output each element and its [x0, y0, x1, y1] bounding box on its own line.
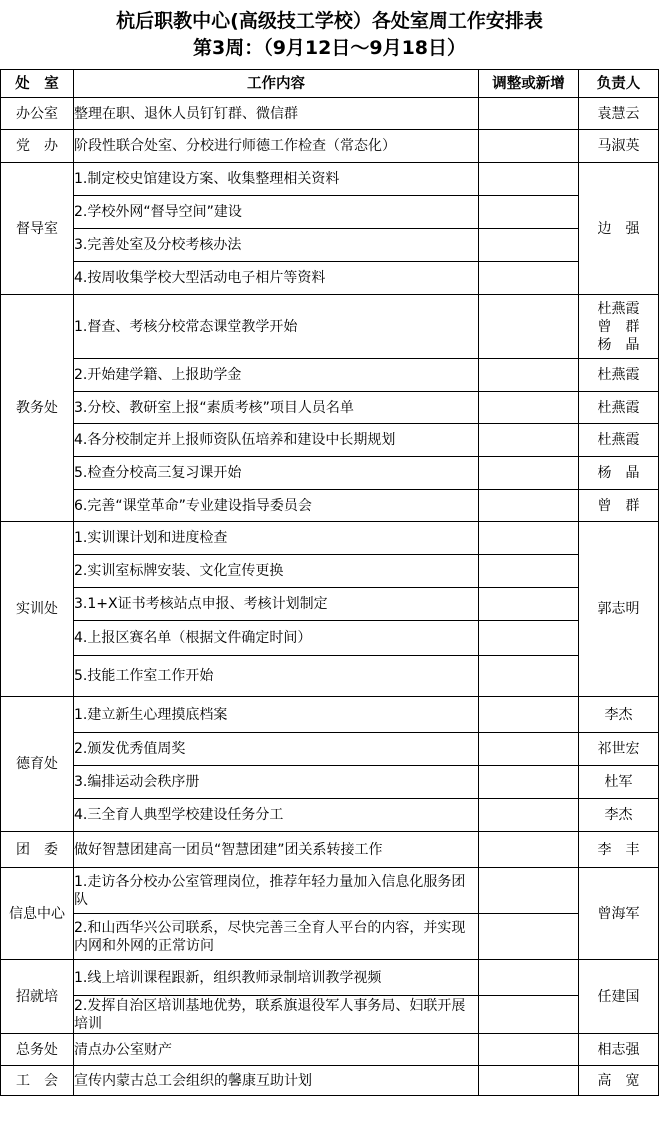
task-content: 整理在职、退休人员钉钉群、微信群 [74, 98, 479, 130]
owner-name: 边 强 [579, 163, 659, 295]
page-subtitle: 第3周：（9月12日～9月18日） [192, 37, 467, 59]
table-row [1, 868, 659, 914]
adjustment-cell [479, 229, 579, 262]
department-name: 工 会 [1, 1066, 74, 1096]
task-content: 阶段性联合处室、分校进行师德工作检查（常态化） [74, 130, 479, 163]
table-row [1, 555, 659, 588]
table-row [1, 359, 659, 392]
task-content: 1.走访各分校办公室管理岗位，推荐年轻力量加入信息化服务团队 [74, 868, 479, 914]
table-row [1, 295, 659, 359]
adjustment-cell [479, 163, 579, 196]
adjustment-cell [479, 359, 579, 392]
table-row [1, 424, 659, 457]
task-content: 3.完善处室及分校考核办法 [74, 229, 479, 262]
task-content: 3.1+X证书考核站点申报、考核计划制定 [74, 588, 479, 621]
table-row [1, 130, 659, 163]
owner-name: 相志强 [579, 1034, 659, 1066]
table-row [1, 196, 659, 229]
owner-name: 祁世宏 [579, 733, 659, 766]
task-content: 4.三全育人典型学校建设任务分工 [74, 799, 479, 832]
table-row [1, 1066, 659, 1096]
adjustment-cell [479, 457, 579, 490]
department-name: 教务处 [1, 295, 74, 522]
table-row [1, 163, 659, 196]
task-content: 3.分校、教研室上报“素质考核”项目人员名单 [74, 392, 479, 424]
task-content: 1.制定校史馆建设方案、收集整理相关资料 [74, 163, 479, 196]
table-row [1, 697, 659, 733]
task-content: 2.和山西华兴公司联系，尽快完善三全育人平台的内容，并实现内网和外网的正常访问 [74, 914, 479, 960]
adjustment-cell [479, 996, 579, 1034]
owner-name: 李杰 [579, 697, 659, 733]
task-content: 清点办公室财产 [74, 1034, 479, 1066]
adjustment-cell [479, 196, 579, 229]
table-row [1, 98, 659, 130]
department-name: 信息中心 [1, 868, 74, 960]
task-content: 1.实训课计划和进度检查 [74, 522, 479, 555]
table-row [1, 914, 659, 960]
department-name: 实训处 [1, 522, 74, 697]
adjustment-cell [479, 262, 579, 295]
department-name: 党 办 [1, 130, 74, 163]
adjustment-cell [479, 832, 579, 868]
adjustment-cell [479, 98, 579, 130]
adjustment-cell [479, 799, 579, 832]
table-row [1, 996, 659, 1034]
task-content: 2.颁发优秀值周奖 [74, 733, 479, 766]
table-row [1, 392, 659, 424]
table-row [1, 1034, 659, 1066]
owner-name: 曾 群 [579, 490, 659, 522]
task-content: 做好智慧团建高一团员“智慧团建”团关系转接工作 [74, 832, 479, 868]
task-content: 4.按周收集学校大型活动电子相片等资料 [74, 262, 479, 295]
adjustment-cell [479, 621, 579, 656]
owner-name: 杜军 [579, 766, 659, 799]
header-content: 工作内容 [74, 70, 479, 98]
task-content: 5.检查分校高三复习课开始 [74, 457, 479, 490]
department-name: 督导室 [1, 163, 74, 295]
task-content: 2.发挥自治区培训基地优势，联系旗退役军人事务局、妇联开展培训 [74, 996, 479, 1034]
table-row [1, 621, 659, 656]
table-row [1, 832, 659, 868]
adjustment-cell [479, 490, 579, 522]
adjustment-cell [479, 1066, 579, 1096]
table-row [1, 766, 659, 799]
department-name: 团 委 [1, 832, 74, 868]
table-row [1, 656, 659, 697]
owner-name: 高 宽 [579, 1066, 659, 1096]
task-content: 2.学校外网“督导空间”建设 [74, 196, 479, 229]
department-name: 办公室 [1, 98, 74, 130]
table-row [1, 229, 659, 262]
task-content: 4.各分校制定并上报师资队伍培养和建设中长期规划 [74, 424, 479, 457]
adjustment-cell [479, 555, 579, 588]
adjustment-cell [479, 1034, 579, 1066]
department-name: 总务处 [1, 1034, 74, 1066]
adjustment-cell [479, 295, 579, 359]
table-row [1, 522, 659, 555]
owner-name: 马淑英 [579, 130, 659, 163]
task-content: 1.线上培训课程跟新，组织教师录制培训教学视频 [74, 960, 479, 996]
department-name: 德育处 [1, 697, 74, 832]
task-content: 宣传内蒙古总工会组织的馨康互助计划 [74, 1066, 479, 1096]
schedule-body [1, 98, 659, 1096]
task-content: 3.编排运动会秩序册 [74, 766, 479, 799]
adjustment-cell [479, 733, 579, 766]
task-content: 2.实训室标牌安装、文化宣传更换 [74, 555, 479, 588]
adjustment-cell [479, 424, 579, 457]
adjustment-cell [479, 766, 579, 799]
owner-name: 杜燕霞 [579, 392, 659, 424]
task-content: 2.开始建学籍、上报助学金 [74, 359, 479, 392]
task-content: 1.督查、考核分校常态课堂教学开始 [74, 295, 479, 359]
table-row [1, 588, 659, 621]
table-row [1, 733, 659, 766]
header-row [1, 70, 659, 98]
task-content: 5.技能工作室工作开始 [74, 656, 479, 697]
task-content: 4.上报区赛名单（根据文件确定时间） [74, 621, 479, 656]
owner-name: 曾海军 [579, 868, 659, 960]
owner-name: 袁慧云 [579, 98, 659, 130]
owner-name: 杜燕霞 曾 群 杨 晶 [579, 295, 659, 359]
page-title: 杭后职教中心(高级技工学校）各处室周工作安排表 [116, 10, 543, 32]
table-row [1, 262, 659, 295]
adjustment-cell [479, 588, 579, 621]
schedule-table [0, 69, 659, 1096]
owner-name: 郭志明 [579, 522, 659, 697]
adjustment-cell [479, 914, 579, 960]
owner-name: 杜燕霞 [579, 424, 659, 457]
owner-name: 杜燕霞 [579, 359, 659, 392]
adjustment-cell [479, 130, 579, 163]
adjustment-cell [479, 392, 579, 424]
table-row [1, 960, 659, 996]
table-row [1, 457, 659, 490]
header-adjust: 调整或新增 [479, 70, 579, 98]
header-owner: 负责人 [579, 70, 659, 98]
owner-name: 李杰 [579, 799, 659, 832]
owner-name: 杨 晶 [579, 457, 659, 490]
adjustment-cell [479, 697, 579, 733]
adjustment-cell [479, 522, 579, 555]
adjustment-cell [479, 656, 579, 697]
table-row [1, 490, 659, 522]
task-content: 1.建立新生心理摸底档案 [74, 697, 479, 733]
adjustment-cell [479, 868, 579, 914]
header-dept: 处 室 [1, 70, 74, 98]
owner-name: 任建国 [579, 960, 659, 1034]
adjustment-cell [479, 960, 579, 996]
owner-name: 李 丰 [579, 832, 659, 868]
department-name: 招就培 [1, 960, 74, 1034]
title-block [0, 0, 659, 68]
table-row [1, 799, 659, 832]
task-content: 6.完善“课堂革命”专业建设指导委员会 [74, 490, 479, 522]
